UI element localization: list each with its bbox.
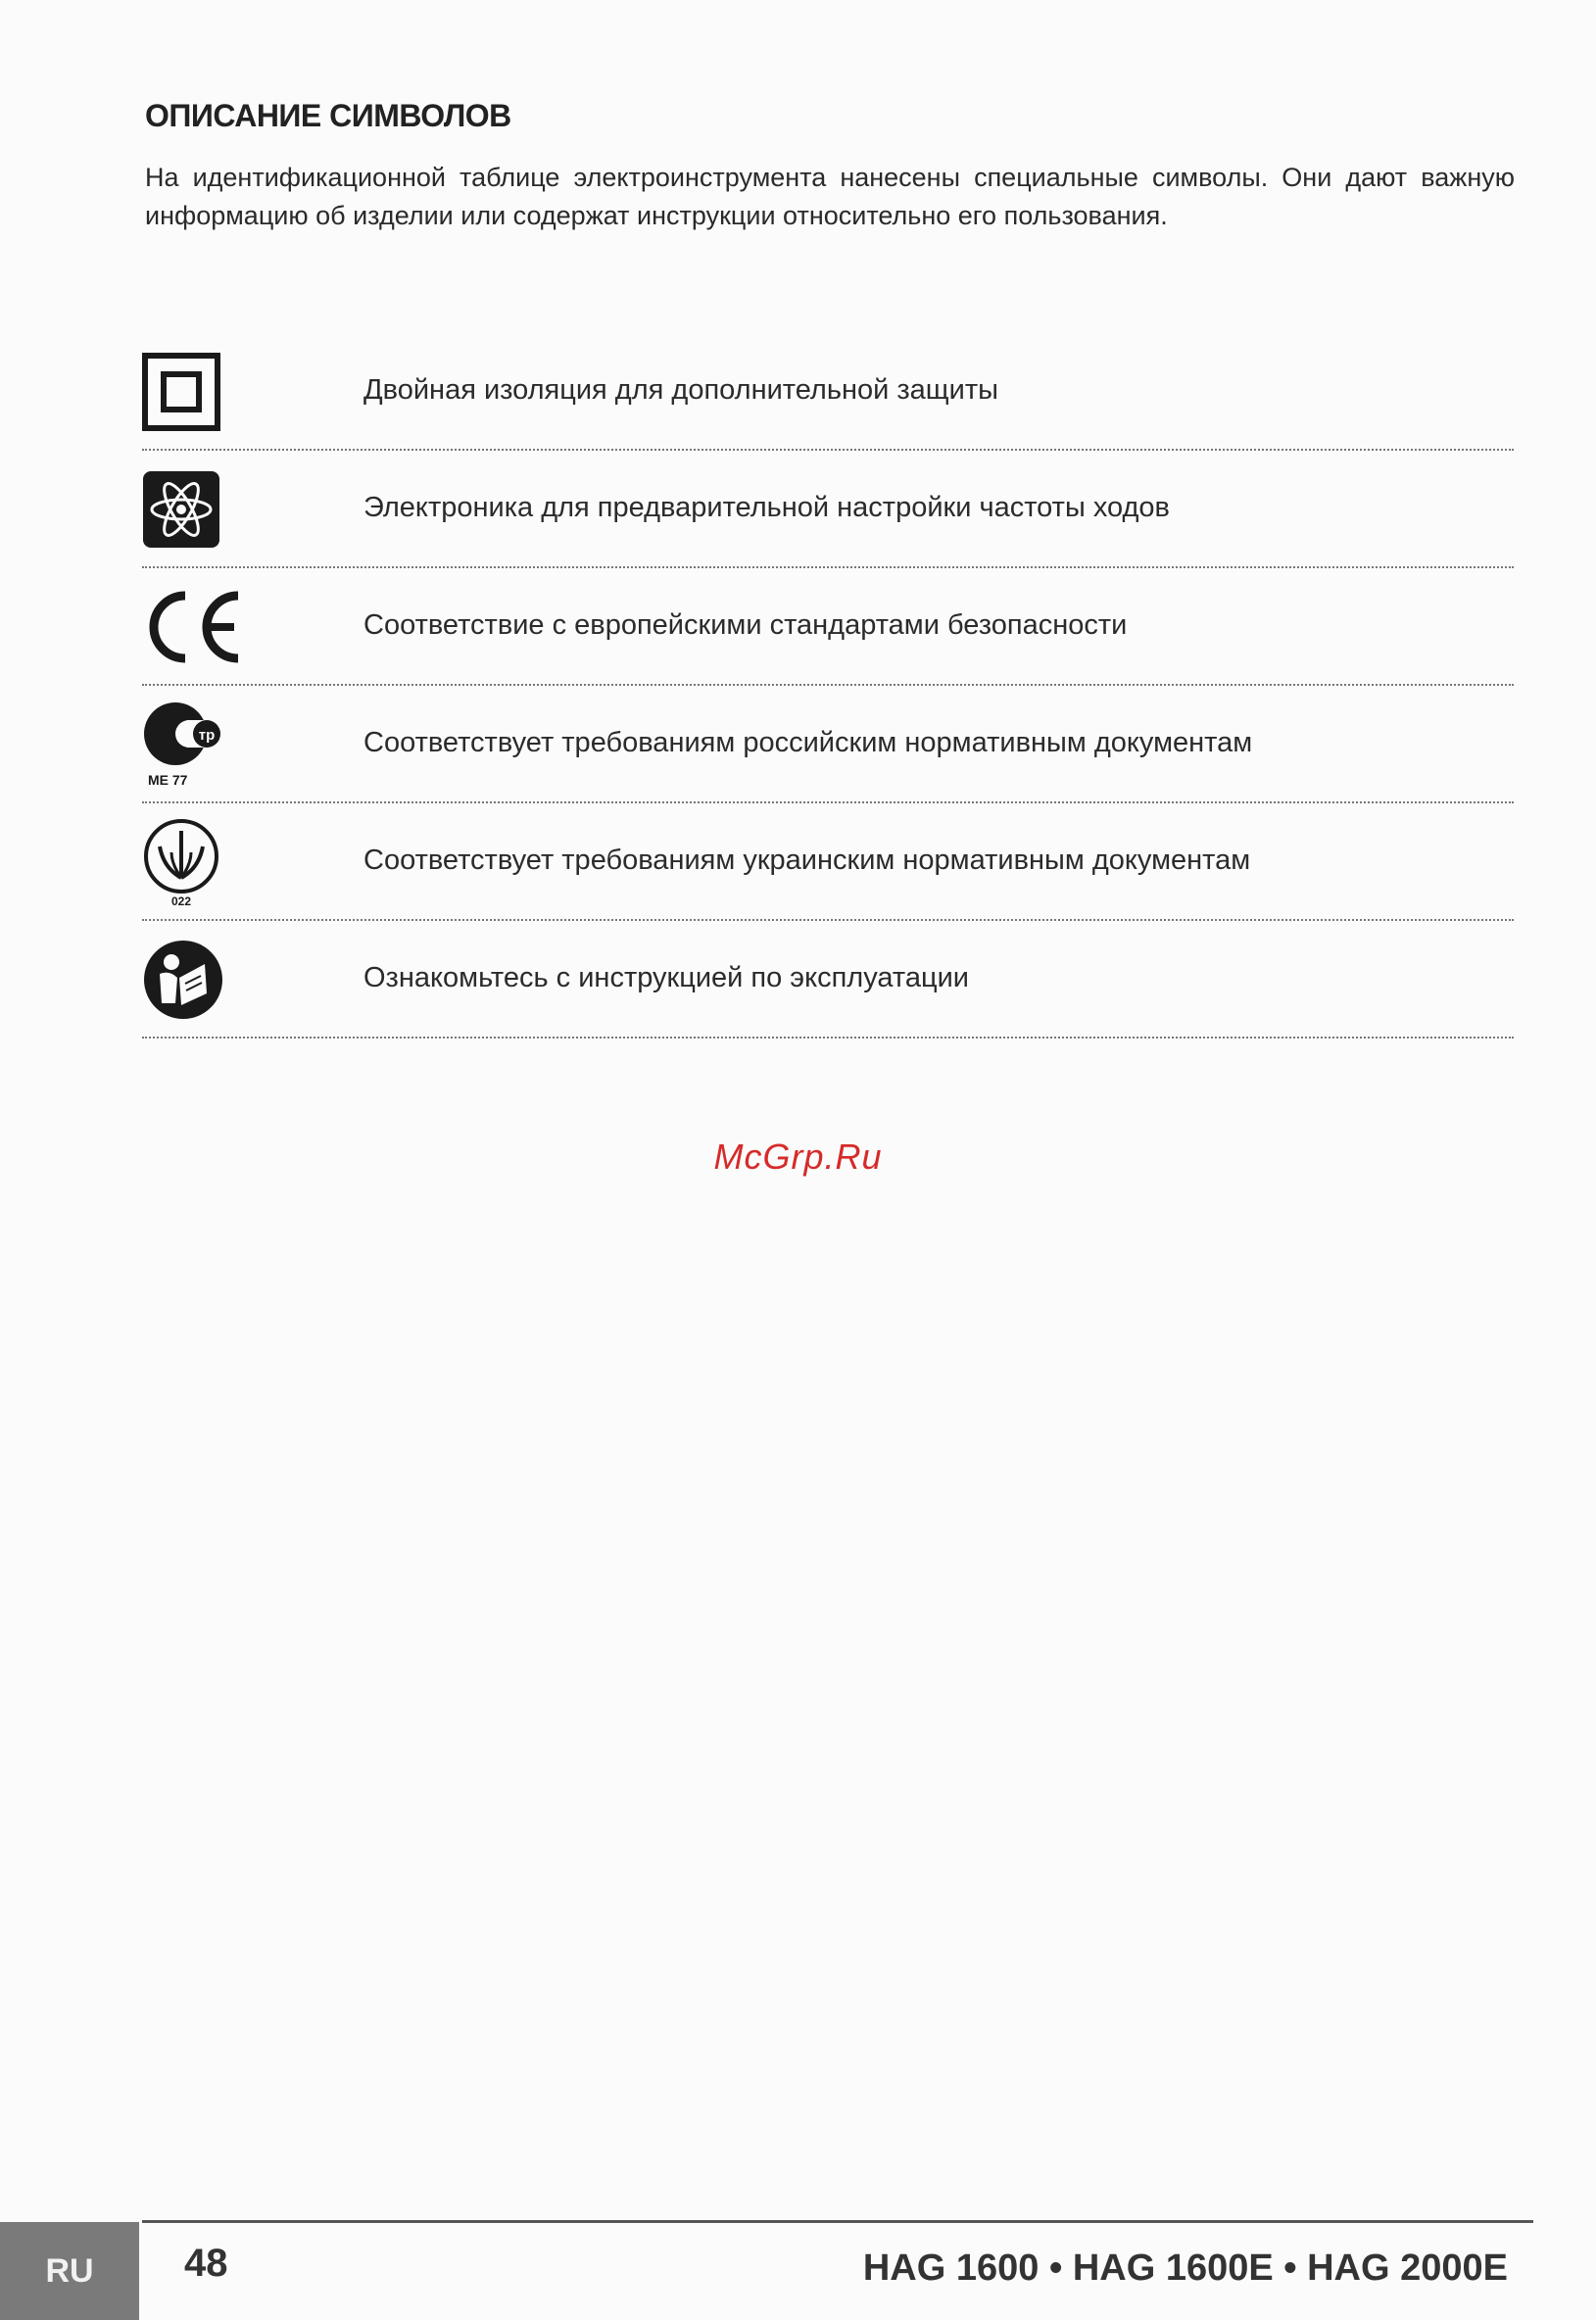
symbol-list bbox=[142, 333, 1514, 1039]
read-manual-icon bbox=[142, 937, 244, 1023]
symbol-row bbox=[142, 921, 1514, 1039]
svg-text:МЕ 77: МЕ 77 bbox=[148, 772, 188, 788]
double-insulation-icon bbox=[142, 349, 244, 435]
symbol-row bbox=[142, 568, 1514, 686]
electronics-atom-icon bbox=[142, 466, 244, 553]
symbol-row bbox=[142, 686, 1514, 803]
page-title: ОПИСАНИЕ СИМВОЛОВ bbox=[145, 98, 511, 133]
language-badge: RU bbox=[0, 2222, 139, 2320]
symbol-label: Ознакомьтесь с инструкцией по эксплуатации bbox=[363, 962, 969, 993]
svg-text:022: 022 bbox=[170, 894, 192, 907]
ce-mark-icon bbox=[142, 584, 244, 670]
symbol-label: Двойная изоляция для дополнительной защиты bbox=[363, 374, 998, 406]
symbol-label: Соответствует требованиям российским нормативным документам bbox=[363, 727, 1253, 758]
symbol-label: Электроника для предварительной настройки частоты ходов bbox=[363, 492, 1170, 523]
page-number: 48 bbox=[184, 2242, 228, 2285]
symbol-row bbox=[142, 333, 1514, 451]
intro-paragraph: На идентификационной таблице электроинструмента нанесены специальные символы. Они дают важную информацию об изделии или содержат инструкции относительно его пользования. bbox=[145, 163, 1515, 230]
symbol-row bbox=[142, 451, 1514, 568]
symbol-label: Соответствует требованиям украинским нормативным документам bbox=[363, 845, 1251, 876]
model-list: HAG 1600 • HAG 1600E • HAG 2000E bbox=[862, 2248, 1508, 2289]
symbol-row bbox=[142, 803, 1514, 921]
watermark-text: McGrp.Ru bbox=[713, 1136, 883, 1177]
footer-divider bbox=[142, 2220, 1533, 2223]
ukrsepro-mark-icon bbox=[142, 819, 244, 905]
svg-text:тр: тр bbox=[198, 727, 216, 744]
symbol-label: Соответствие с европейскими стандартами безопасности bbox=[363, 609, 1128, 641]
gost-r-mark-icon bbox=[142, 701, 244, 788]
